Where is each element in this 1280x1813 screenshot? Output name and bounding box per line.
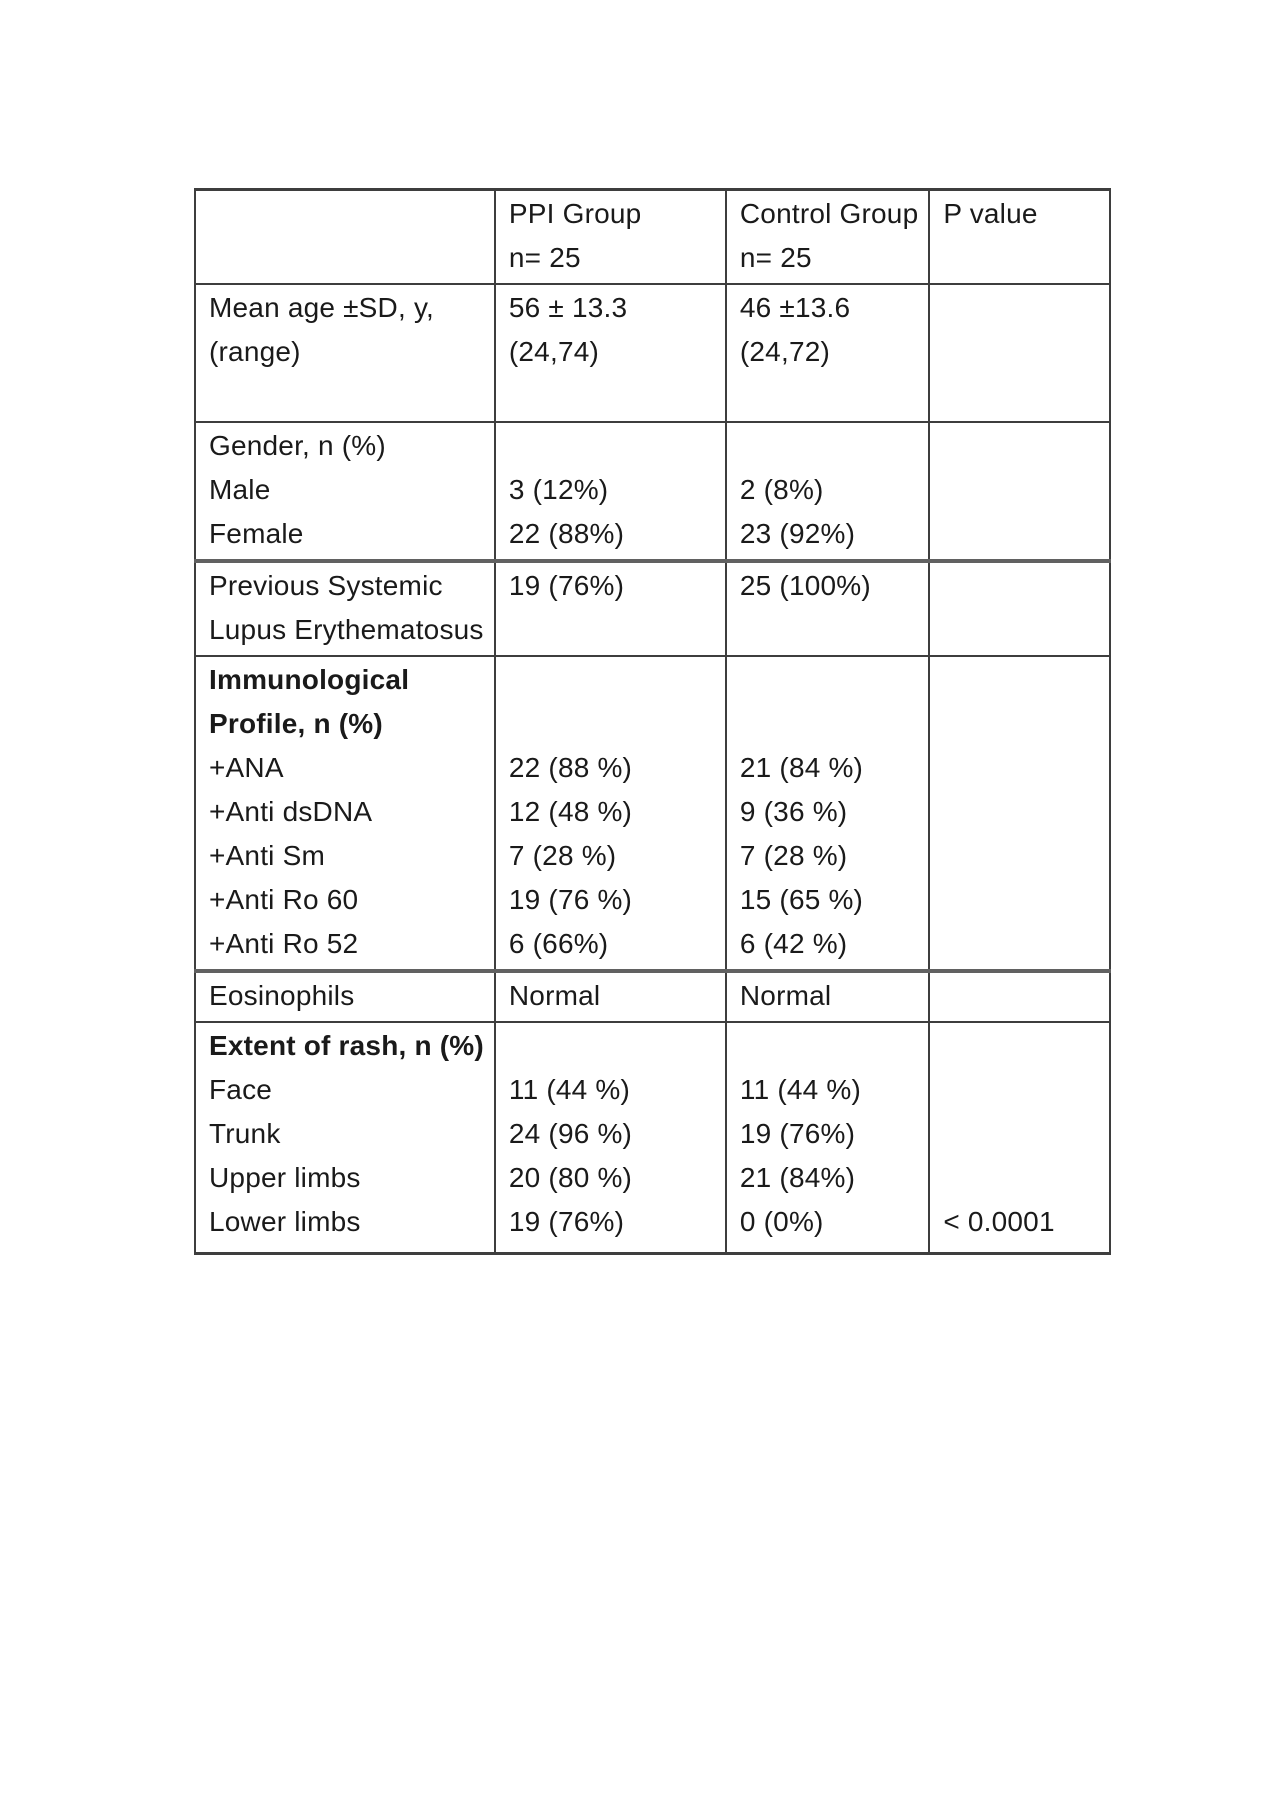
cell-mean-age-col3 [929,284,1110,422]
cell-immunological-profile-col2 [726,656,929,971]
text-line: Control Group [739,198,919,229]
text-line: Profile, n (%) [209,708,383,739]
text-line: Female [209,518,304,549]
blank-line [509,702,715,746]
cell-gender-col1 [495,422,726,561]
text-line: 19 (76 %) [508,884,633,915]
text-line: n= 25 [508,242,581,273]
text-line: Eosinophils [209,980,355,1011]
text-line: Normal [739,980,832,1011]
table-row-header [195,190,1110,285]
cell-gender-col0 [195,422,495,561]
cell-mean-age-col1 [495,284,726,422]
cell-mean-age-col2 [726,284,929,422]
text-line: +Anti Ro 60 [209,884,359,915]
blank-line [509,424,715,468]
cell-eosinophils-col0 [195,971,495,1022]
text-line: (range) [209,336,301,367]
blank-line [740,1024,918,1068]
cell-immunological-profile-col0 [195,656,495,971]
text-line: (24,72) [739,336,831,367]
text-line: n= 25 [739,242,812,273]
cell-extent-of-rash-col2 [726,1022,929,1254]
cell-header-col0 [195,190,495,285]
text-line: 22 (88%) [508,518,625,549]
text-line: 24 (96 %) [508,1118,633,1149]
text-line: 9 (36 %) [739,796,848,827]
table-row-eosinophils [195,971,1110,1022]
text-line: 7 (28 %) [739,840,848,871]
text-line: 6 (66%) [508,928,609,959]
text-line: 0 (0%) [739,1206,824,1237]
text-line: Face [209,1074,273,1105]
text-line: P value [943,198,1038,229]
text-line: (24,74) [508,336,600,367]
text-line: 3 (12%) [508,474,609,505]
text-line: Trunk [209,1118,281,1149]
text-line: 19 (76%) [508,1206,625,1237]
text-line: Lupus Erythematosus [209,614,484,645]
text-line: 20 (80 %) [508,1162,633,1193]
cell-previous-sle-col3 [929,561,1110,656]
blank-line [740,424,918,468]
cell-header-col2 [726,190,929,285]
text-line: 7 (28 %) [508,840,617,871]
text-line: 22 (88 %) [508,752,633,783]
table-row-previous-sle [195,561,1110,656]
cell-extent-of-rash-col3 [929,1022,1110,1254]
blank-line [740,702,918,746]
text-line: 56 ± 13.3 [508,292,628,323]
patient-characteristics-table [194,188,1111,1255]
cell-eosinophils-col2 [726,971,929,1022]
text-line: 11 (44 %) [739,1074,862,1105]
text-line: Extent of rash, n (%) [209,1030,484,1061]
cell-gender-col3 [929,422,1110,561]
cell-previous-sle-col2 [726,561,929,656]
text-line: 46 ±13.6 [739,292,851,323]
text-line: +ANA [209,752,284,783]
cell-previous-sle-col1 [495,561,726,656]
blank-line [209,374,484,418]
text-line: 19 (76%) [739,1118,856,1149]
text-line: +Anti dsDNA [209,796,373,827]
blank-line [943,1112,1099,1156]
blank-line [509,1024,715,1068]
text-line: PPI Group [508,198,642,229]
text-line: 12 (48 %) [508,796,633,827]
cell-extent-of-rash-col1 [495,1022,726,1254]
text-line: Lower limbs [209,1206,361,1237]
table-row-gender [195,422,1110,561]
text-line: +Anti Ro 52 [209,928,359,959]
text-line: 25 (100%) [739,570,871,601]
table-row-immunological-profile [195,656,1110,971]
text-line: +Anti Sm [209,840,325,871]
cell-previous-sle-col0 [195,561,495,656]
blank-line [209,192,484,236]
cell-immunological-profile-col1 [495,656,726,971]
text-line: Upper limbs [209,1162,361,1193]
text-line: 6 (42 %) [739,928,848,959]
text-line: Mean age ±SD, y, [209,292,435,323]
cell-immunological-profile-col3 [929,656,1110,971]
blank-line [740,658,918,702]
text-line: 11 (44 %) [508,1074,631,1105]
blank-line [943,1024,1099,1068]
text-line: Male [209,474,271,505]
cell-eosinophils-col1 [495,971,726,1022]
cell-gender-col2 [726,422,929,561]
text-line: Normal [508,980,601,1011]
text-line: 19 (76%) [508,570,625,601]
text-line: Previous Systemic [209,570,443,601]
blank-line [943,1068,1099,1112]
text-line: Gender, n (%) [209,430,386,461]
blank-line [509,658,715,702]
text-line: 21 (84%) [739,1162,856,1193]
text-line: 21 (84 %) [739,752,864,783]
cell-mean-age-col0 [195,284,495,422]
table-body [195,190,1110,1254]
cell-eosinophils-col3 [929,971,1110,1022]
text-line: Immunological [209,664,410,695]
text-line: < 0.0001 [943,1206,1055,1237]
blank-line [943,1156,1099,1200]
text-line: 23 (92%) [739,518,856,549]
cell-extent-of-rash-col0 [195,1022,495,1254]
cell-header-col1 [495,190,726,285]
text-line: 15 (65 %) [739,884,864,915]
cell-header-col3 [929,190,1110,285]
text-line: 2 (8%) [739,474,824,505]
table-row-extent-of-rash [195,1022,1110,1254]
table-row-mean-age [195,284,1110,422]
